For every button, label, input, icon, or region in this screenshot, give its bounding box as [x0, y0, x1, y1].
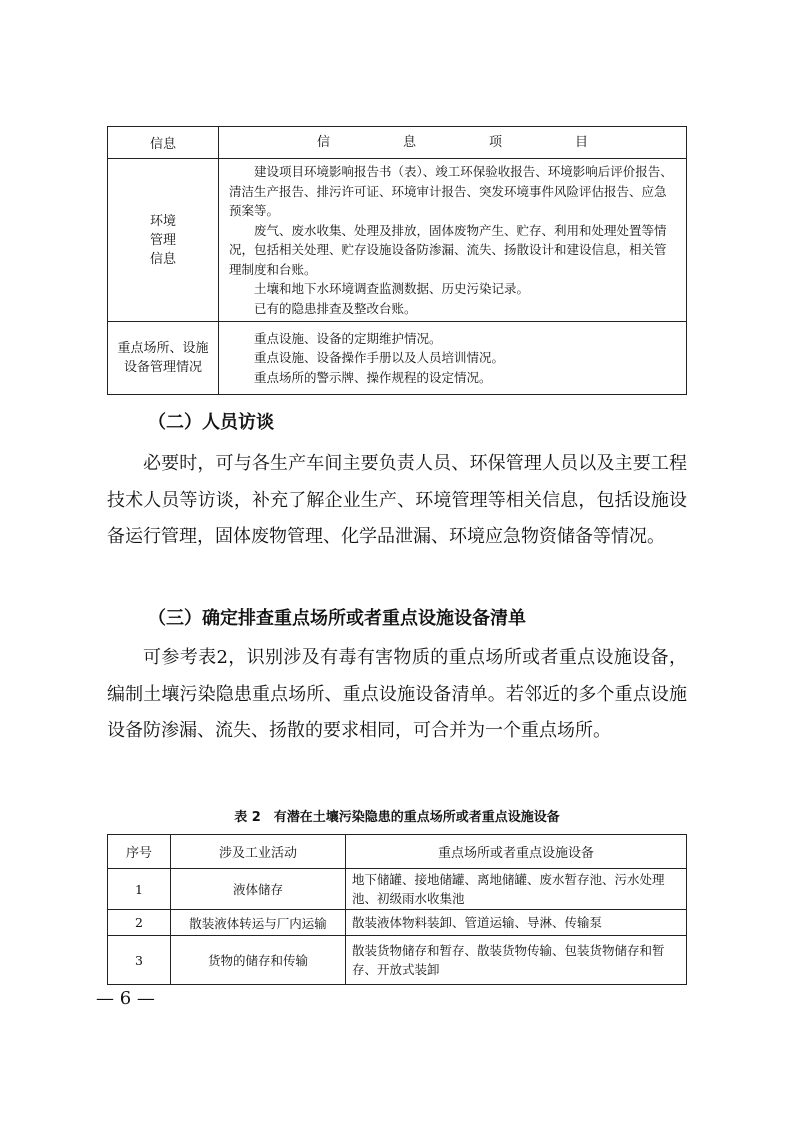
info-table-header: [108, 127, 687, 159]
table-row: [108, 910, 687, 936]
row-activity: 散装液体转运与厂内运输: [171, 910, 346, 936]
paragraph-text: 必要时，可与各生产车间主要负责人员、环保管理人员以及主要工程技术人员等访谈，补充了解企业生产、环境管理等相关信息，包括设施设备运行管理，固体废物管理、化学品泄漏、环境应急物资储备等情况。: [107, 453, 687, 547]
info-item: 重点设施、设备的定期维护情况。: [254, 330, 442, 346]
info-item: 重点设施、设备操作手册以及人员培训情况。: [254, 350, 505, 366]
info-table-items: [219, 159, 687, 322]
paragraph-text: 可参考表2，识别涉及有毒有害物质的重点场所或者重点设施设备，编制土壤污染隐患重点场所、重点设施设备清单。若邻近的多个重点设施设备防渗漏、流失、扬散的要求相同，可合并为一个重点场所。: [107, 647, 687, 741]
info-item: 重点场所的警示牌、操作规程的设定情况。: [254, 369, 492, 385]
info-item: 土壤和地下水环境调查监测数据、历史污染记录。: [254, 281, 530, 296]
header-no: 序号: [108, 835, 171, 869]
info-item: 废气、废水收集、处理及排放，固体废物产生、贮存、利用和处理处置等情况，包括相关处理、贮存设施设备防渗漏、流失、扬散设计和建设信息，相关管理制度和台账。: [229, 222, 667, 277]
facilities-table: [107, 834, 687, 985]
row-no: 1: [108, 869, 171, 910]
header-facilities: 重点场所或者重点设施设备: [346, 835, 687, 869]
category-line: 重点场所、设施: [117, 341, 209, 356]
row-facilities: 地下储罐、接地储罐、离地储罐、废水暂存池、污水处理池、初级雨水收集池: [346, 869, 687, 910]
category-line: 管理: [149, 232, 176, 248]
facilities-table-header: [108, 835, 687, 869]
row-facilities: 散装液体物料装卸、管道运输、导淋、传输泵: [346, 910, 687, 936]
table-row: [108, 936, 687, 985]
info-table-row-environment: [108, 159, 687, 322]
row-activity: 货物的储存和传输: [171, 936, 346, 985]
page-number: — 6 —: [96, 988, 155, 1009]
info-table-header-col2: 信 息 项 目: [219, 127, 687, 159]
info-item: 已有的隐患排查及整改台账。: [254, 300, 417, 316]
header-activity: 涉及工业活动: [171, 835, 346, 869]
info-item: 建设项目环境影响报告书（表）、竣工环保验收报告、环境影响后评价报告、清洁生产报告、排污许可证、环境审计报告、突发环境事件风险评估报告、应急预案等。: [229, 164, 673, 218]
row-activity: 液体储存: [171, 869, 346, 910]
info-table-row-facility: [108, 322, 687, 395]
row-no: 2: [108, 910, 171, 936]
section-paragraph-interview: [107, 446, 687, 556]
info-table-header-col1: 信息: [108, 127, 219, 159]
info-table: [107, 126, 687, 395]
section-paragraph-checklist: [107, 640, 687, 750]
section-heading-checklist: （三）确定排查重点场所或者重点设施设备清单: [148, 608, 526, 629]
table2-caption: 表 2 有潜在土壤污染隐患的重点场所或者重点设施设备: [234, 810, 560, 825]
info-table-category: [108, 322, 219, 395]
category-line: 设备管理情况: [123, 360, 202, 375]
category-line: 环境: [149, 213, 176, 229]
row-no: 3: [108, 936, 171, 985]
section-heading-interview: （二）人员访谈: [148, 412, 274, 433]
row-facilities: 散装货物储存和暂存、散装货物传输、包装货物储存和暂存、开放式装卸: [346, 936, 687, 985]
info-table-category: [108, 159, 219, 322]
category-line: 信息: [149, 251, 176, 267]
table-row: [108, 869, 687, 910]
info-table-items: [219, 322, 687, 395]
